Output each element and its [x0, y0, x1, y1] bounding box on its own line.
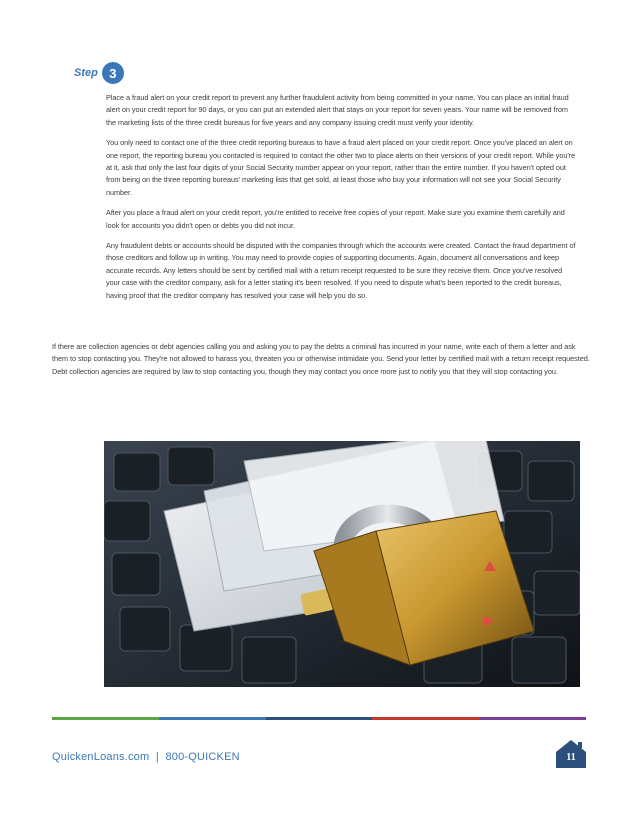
step-label: Step [74, 67, 98, 79]
footer-rule [52, 717, 586, 720]
rule-segment [52, 717, 159, 720]
step-number-badge: 3 [102, 62, 124, 84]
paragraph-contact-bureau: You only need to contact one of the three credit reporting bureaus to have a fraud alert placed on your credit report. Once you've placed an alert on one report, the reporting bureau you contacted is required to contact the other two to place alerts on their versions of your credit report. While you're at it, ask that only the last four digits of your Social Security number appear on your report, rather than the entire number. If you haven't opted out from being on the three reporting bureaus' marketing lists that get sold, at least those who buy your information will not see your Social Security number. [106, 138, 576, 197]
paragraph-fraud-alert: Place a fraud alert on your credit report to prevent any further fraudulent activity from being committed in your name. You can place an initial fraud alert on your credit report for 90 days, or you can put an extended alert that stays on your report for seven years. Your name will be removed from the marketing lists of the three credit bureaus for five years and any company issuing credit must verify your identity. [106, 93, 569, 127]
step-body [106, 92, 576, 310]
paragraph-dispute-debts: Any fraudulent debts or accounts should be disputed with the companies through which the accounts were created. Contact the fraud department of those creditors and follow up in writing. You may need to provide copies of supporting documents. Again, document all conversations and keep accurate records. Any letters should be sent by certified mail with a return receipt requested to be sure they receive them. Once you've resolved your case with the creditor company, ask for a letter stating it's been resolved. If you need to dispute what's been reported to the credit bureaus, having proof that the creditor company has resolved your case will help you do so. [106, 241, 576, 300]
rule-segment [266, 717, 373, 720]
rule-segment [159, 717, 266, 720]
paragraph-collection-agencies: If there are collection agencies or debt agencies calling you and asking you to pay the debts a criminal has incurred in your name, write each of them a letter and ask them to stop contacting you. They're not allowed to harass you, threaten you or otherwise intimidate you. Send your letter by certified mail with a return receipt requested. Debt collection agencies are required by law to stop contacting you, though they may contact you once more just to notify you that they will stop contacting you. [52, 342, 590, 376]
closing-section [52, 341, 592, 386]
padlock-illustration [104, 441, 580, 687]
page-number: 11 [566, 752, 576, 763]
padlock-credit-cards-photo [104, 441, 580, 687]
step-heading [74, 62, 124, 84]
footer-contact: QuickenLoans.com | 800-QUICKEN [52, 751, 240, 763]
paragraph-free-copies: After you place a fraud alert on your credit report, you're entitled to receive free copies of your report. Make sure you examine them carefully and look for accounts you didn't open or debts you did not incur. [106, 208, 565, 230]
rule-segment [479, 717, 586, 720]
rule-segment [372, 717, 479, 720]
